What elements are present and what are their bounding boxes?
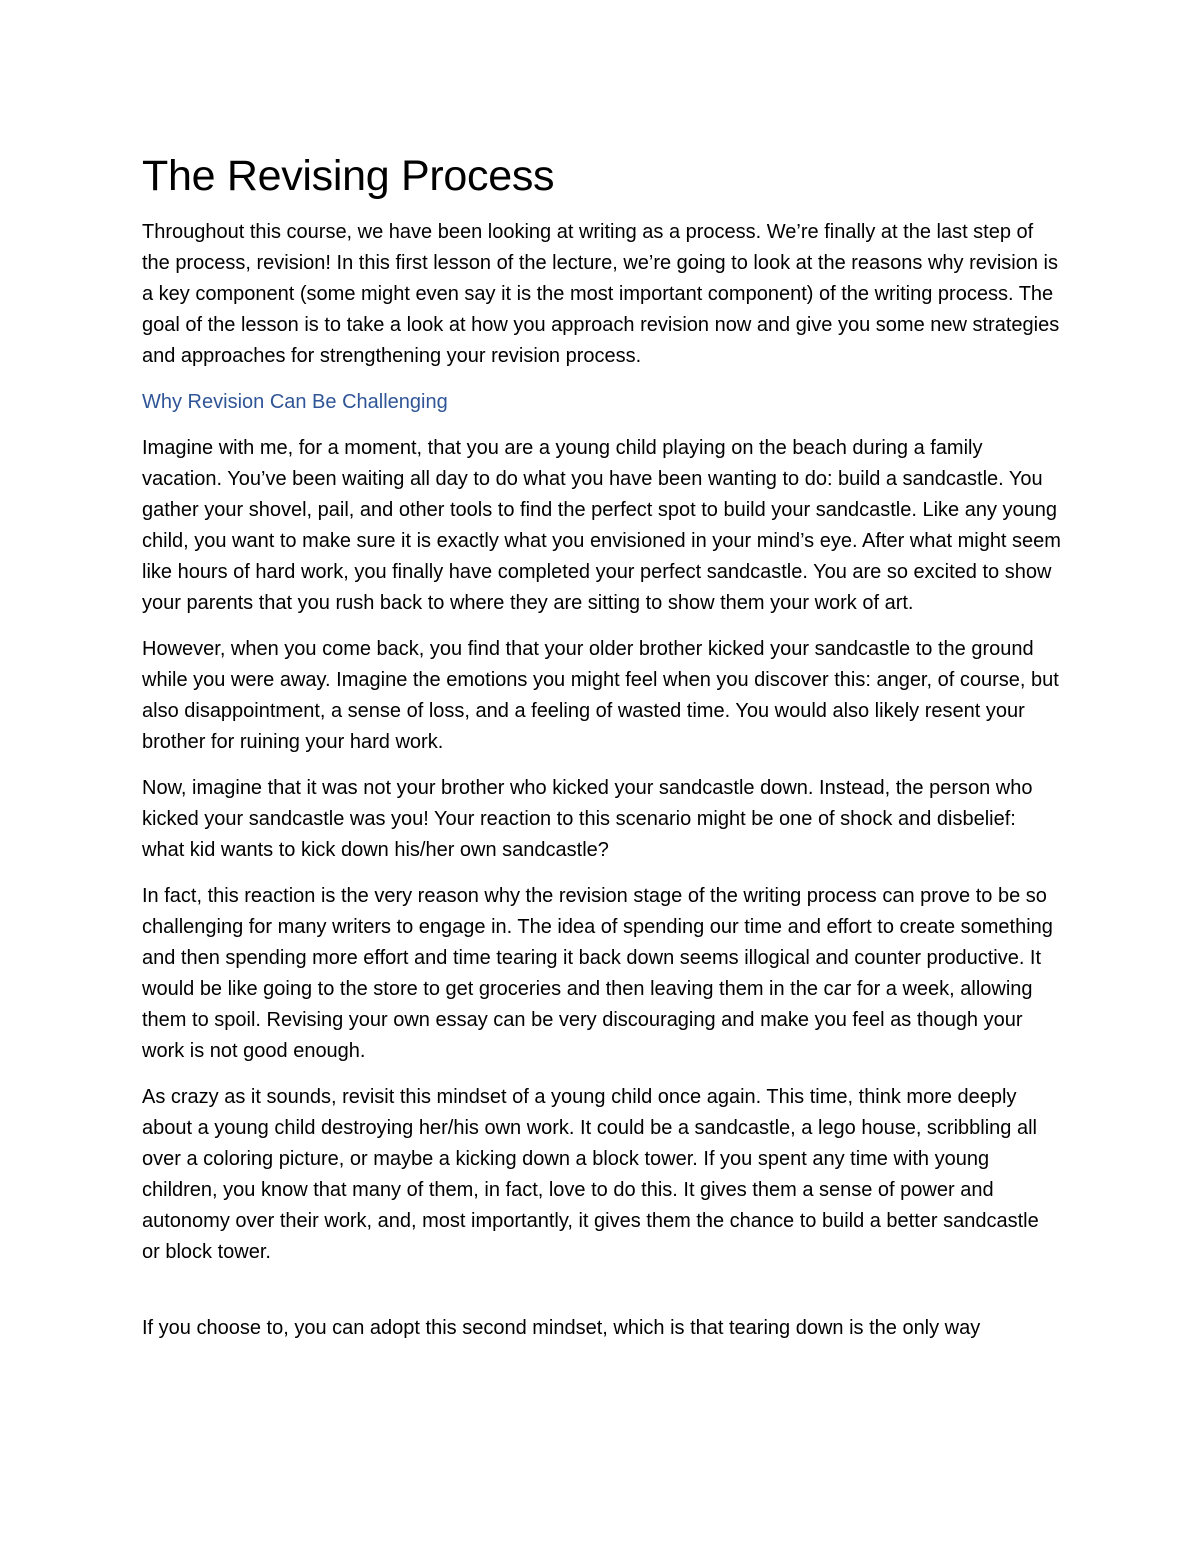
section-heading: Why Revision Can Be Challenging — [142, 391, 448, 413]
body-paragraph: However, when you come back, you find that your older brother kicked your sandcastle to the ground while you were away. Imagine the emotions you might feel when you discover this: anger, of course, but also disappointment, a sense of loss, and a feeling of wasted time. You would also likely resent your brother for ruining your hard work. — [142, 638, 1059, 753]
body-paragraph: As crazy as it sounds, revisit this mindset of a young child once again. This time, think more deeply about a young child destroying her/his own work. It could be a sandcastle, a lego house, scribbling all over a coloring picture, or maybe a kicking down a block tower. If you spent any time with young children, you know that many of them, in fact, love to do this. It gives them a sense of power and autonomy over their work, and, most importantly, it gives them the chance to build a better sandcastle or block tower. — [142, 1086, 1039, 1263]
intro-paragraph: Throughout this course, we have been looking at writing as a process. We’re finally at the last step of the process, revision! In this first lesson of the lecture, we’re going to look at the reasons why revision is a key component (some might even say it is the most important component) of the writing process. The goal of the lesson is to take a look at how you approach revision now and give you some new strategies and approaches for strengthening your revision process. — [142, 221, 1060, 367]
body-paragraph: If you choose to, you can adopt this second mindset, which is that tearing down is the only way — [142, 1317, 981, 1339]
paragraph-spacer — [142, 1283, 1062, 1313]
body-paragraph: Now, imagine that it was not your brother who kicked your sandcastle down. Instead, the person who kicked your sandcastle was you! Your reaction to this scenario might be one of shock and disbelief: what kid wants to kick down his/her own sandcastle? — [142, 777, 1033, 861]
document-body — [142, 150, 1062, 1359]
body-paragraph: In fact, this reaction is the very reason why the revision stage of the writing process can prove to be so challenging for many writers to engage in. The idea of spending our time and effort to create something and then spending more effort and time tearing it back down seems illogical and counter productive. It would be like going to the store to get groceries and then leaving them in the car for a week, allowing them to spoil. Revising your own essay can be very discouraging and make you feel as though your work is not good enough. — [142, 885, 1053, 1062]
body-paragraph: Imagine with me, for a moment, that you are a young child playing on the beach during a family vacation. You’ve been waiting all day to do what you have been wanting to do: build a sandcastle. You gather your shovel, pail, and other tools to find the perfect spot to build your sandcastle. Like any young child, you want to make sure it is exactly what you envisioned in your mind’s eye. After what might seem like hours of hard work, you finally have completed your perfect sandcastle. You are so excited to show your parents that you rush back to where they are sitting to show them your work of art. — [142, 437, 1061, 614]
page-title: The Revising Process — [142, 152, 555, 200]
